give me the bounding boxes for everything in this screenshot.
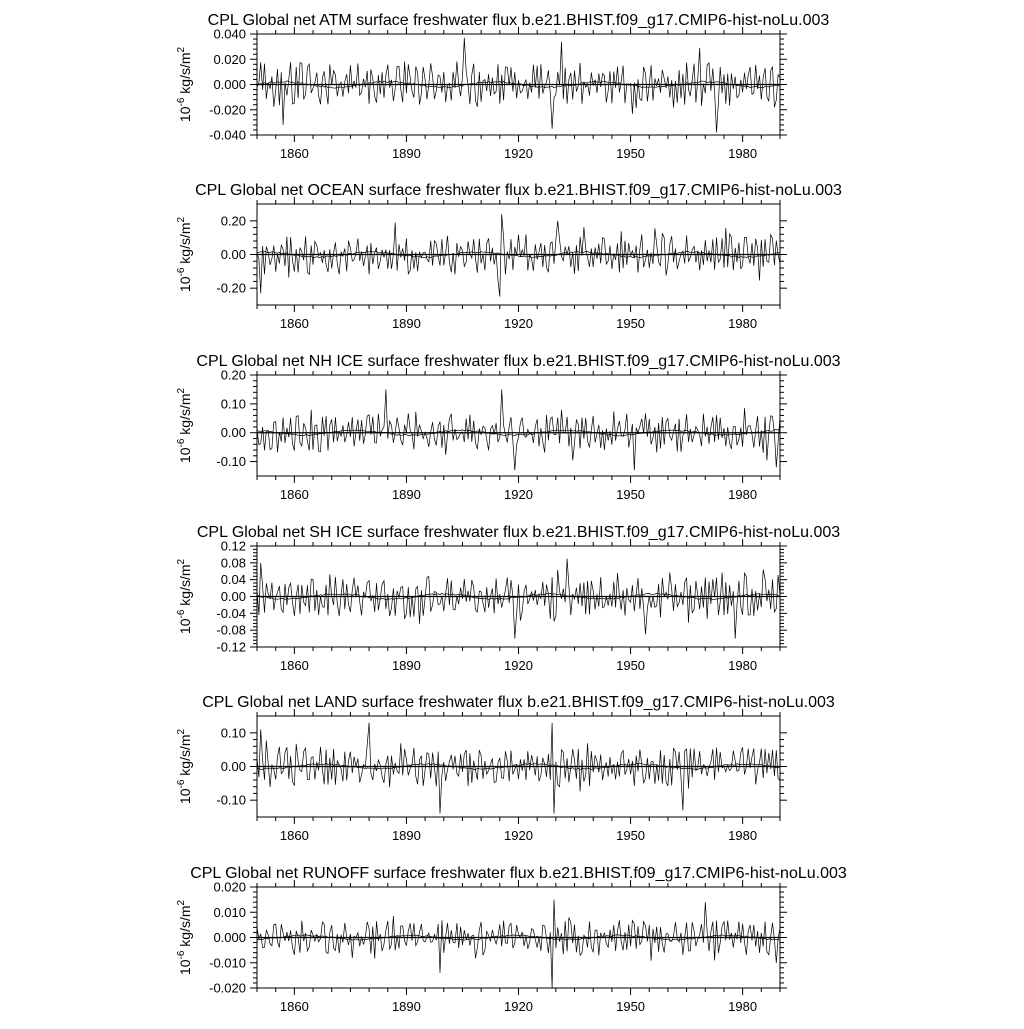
y-tick-label: 0.10 xyxy=(220,725,246,741)
series-line-main xyxy=(257,723,780,814)
chart-panel-5 xyxy=(176,694,835,843)
y-tick-label: -0.10 xyxy=(216,454,246,470)
y-axis-label-unit: kg/s/m xyxy=(177,564,193,610)
y-axis-label xyxy=(176,728,193,804)
x-tick-label: 1860 xyxy=(279,999,309,1014)
y-axis-label-unit: kg/s/m xyxy=(177,393,193,439)
y-axis-label-base: 10 xyxy=(177,788,193,805)
y-tick-label: 0.20 xyxy=(220,367,246,383)
x-tick-label: 1950 xyxy=(616,487,646,502)
x-tick-label: 1950 xyxy=(616,316,646,331)
y-tick-label: 0.040 xyxy=(213,26,246,42)
y-axis-label-exponent: -6 xyxy=(176,438,187,448)
y-tick-label: 0.00 xyxy=(220,589,246,604)
y-tick-label: 0.00 xyxy=(220,247,246,262)
y-axis-label-exponent: -6 xyxy=(176,609,187,619)
x-tick-label: 1920 xyxy=(504,146,533,161)
y-tick-label: 0.020 xyxy=(213,51,246,67)
chart-panel-4 xyxy=(176,524,840,673)
y-axis-label-unit: kg/s/m xyxy=(177,905,193,951)
x-tick-label: 1860 xyxy=(279,487,309,502)
y-tick-label: 0.20 xyxy=(220,213,246,229)
x-tick-label: 1890 xyxy=(391,487,421,502)
chart-panel-1 xyxy=(176,12,829,161)
x-tick-label: 1980 xyxy=(728,316,758,331)
series-line-main xyxy=(257,389,780,470)
y-tick-label: 0.020 xyxy=(213,879,246,895)
y-axis-label-unit: kg/s/m xyxy=(177,222,193,268)
chart-title: CPL Global net NH ICE surface freshwater flux b.e21.BHIST.f09_g17.CMIP6-hist-noLu.003 xyxy=(196,353,841,370)
y-tick-label: 0.000 xyxy=(213,77,246,92)
x-tick-label: 1860 xyxy=(279,828,309,843)
x-tick-label: 1920 xyxy=(504,658,533,673)
y-axis-label-unit-exponent: 2 xyxy=(176,46,187,53)
y-tick-label: -0.20 xyxy=(216,280,246,296)
y-tick-label: 0.000 xyxy=(213,930,246,945)
chart-title: CPL Global net LAND surface freshwater flux b.e21.BHIST.f09_g17.CMIP6-hist-noLu.003 xyxy=(202,694,835,711)
y-axis-label-unit-exponent: 2 xyxy=(176,387,187,394)
x-tick-label: 1920 xyxy=(504,316,533,331)
x-tick-label: 1950 xyxy=(616,658,646,673)
y-axis-label xyxy=(176,46,193,122)
x-tick-label: 1860 xyxy=(279,146,309,161)
x-tick-label: 1980 xyxy=(728,999,758,1014)
y-tick-label: -0.040 xyxy=(209,127,246,143)
x-tick-label: 1950 xyxy=(616,828,646,843)
y-tick-label: 0.10 xyxy=(220,396,246,412)
y-axis-label-exponent: -6 xyxy=(176,950,187,960)
series-line-main xyxy=(257,38,780,133)
y-tick-label: -0.010 xyxy=(209,955,246,971)
y-axis-label-unit-exponent: 2 xyxy=(176,558,187,565)
series-line-main xyxy=(257,214,780,297)
y-axis-label xyxy=(176,899,193,975)
x-tick-label: 1890 xyxy=(391,316,421,331)
y-axis-label xyxy=(176,558,193,634)
x-tick-label: 1980 xyxy=(728,828,758,843)
x-tick-label: 1980 xyxy=(728,146,758,161)
y-axis-label xyxy=(176,216,193,292)
y-tick-label: 0.00 xyxy=(220,425,246,441)
y-tick-label: 0.08 xyxy=(220,555,246,571)
y-axis-label-exponent: -6 xyxy=(176,97,187,107)
x-tick-label: 1890 xyxy=(391,828,421,843)
x-tick-label: 1860 xyxy=(279,316,309,331)
chart-panel-2 xyxy=(176,182,842,331)
y-axis-label-base: 10 xyxy=(177,959,193,976)
chart-title: CPL Global net RUNOFF surface freshwater flux b.e21.BHIST.f09_g17.CMIP6-hist-noLu.003 xyxy=(190,865,847,882)
y-axis-label-base: 10 xyxy=(177,618,193,635)
x-tick-label: 1920 xyxy=(504,487,533,502)
y-axis-label-exponent: -6 xyxy=(176,267,187,277)
x-tick-label: 1980 xyxy=(728,487,758,502)
y-axis-label-unit-exponent: 2 xyxy=(176,216,187,223)
x-tick-label: 1890 xyxy=(391,146,421,161)
y-tick-label: -0.020 xyxy=(209,980,246,996)
y-axis-label-unit: kg/s/m xyxy=(177,734,193,780)
y-axis-label xyxy=(176,387,193,463)
chart-title: CPL Global net SH ICE surface freshwater flux b.e21.BHIST.f09_g17.CMIP6-hist-noLu.003 xyxy=(196,524,841,541)
chart-panel-3 xyxy=(176,353,841,502)
y-tick-label: 0.00 xyxy=(220,759,246,774)
x-tick-label: 1920 xyxy=(504,999,533,1014)
chart-title: CPL Global net ATM surface freshwater flux b.e21.BHIST.f09_g17.CMIP6-hist-noLu.003 xyxy=(207,12,830,29)
y-axis-label-base: 10 xyxy=(177,276,193,293)
y-axis-label-unit-exponent: 2 xyxy=(176,899,187,906)
x-tick-label: 1860 xyxy=(279,658,309,673)
y-tick-label: -0.12 xyxy=(216,639,246,655)
chart-panel-6 xyxy=(176,865,847,1014)
chart-title: CPL Global net OCEAN surface freshwater flux b.e21.BHIST.f09_g17.CMIP6-hist-noLu.003 xyxy=(195,182,842,199)
y-axis-label-base: 10 xyxy=(177,447,193,464)
x-tick-label: 1980 xyxy=(728,658,758,673)
x-tick-label: 1890 xyxy=(391,999,421,1014)
x-tick-label: 1920 xyxy=(504,828,533,843)
y-axis-label-exponent: -6 xyxy=(176,779,187,789)
y-axis-label-unit: kg/s/m xyxy=(177,52,193,98)
y-tick-label: -0.020 xyxy=(209,102,246,118)
y-axis-label-unit-exponent: 2 xyxy=(176,728,187,735)
x-tick-label: 1950 xyxy=(616,146,646,161)
y-tick-label: -0.04 xyxy=(216,605,246,621)
y-axis-label-base: 10 xyxy=(177,106,193,123)
series-line-main xyxy=(257,900,780,988)
y-tick-label: -0.10 xyxy=(216,792,246,808)
plot-frame xyxy=(257,375,780,476)
y-tick-label: -0.08 xyxy=(216,622,246,638)
x-tick-label: 1890 xyxy=(391,658,421,673)
series-line-main xyxy=(257,559,780,639)
y-tick-label: 0.010 xyxy=(213,904,246,920)
y-tick-label: 0.12 xyxy=(220,538,246,554)
y-tick-label: 0.04 xyxy=(220,572,246,588)
x-tick-label: 1950 xyxy=(616,999,646,1014)
